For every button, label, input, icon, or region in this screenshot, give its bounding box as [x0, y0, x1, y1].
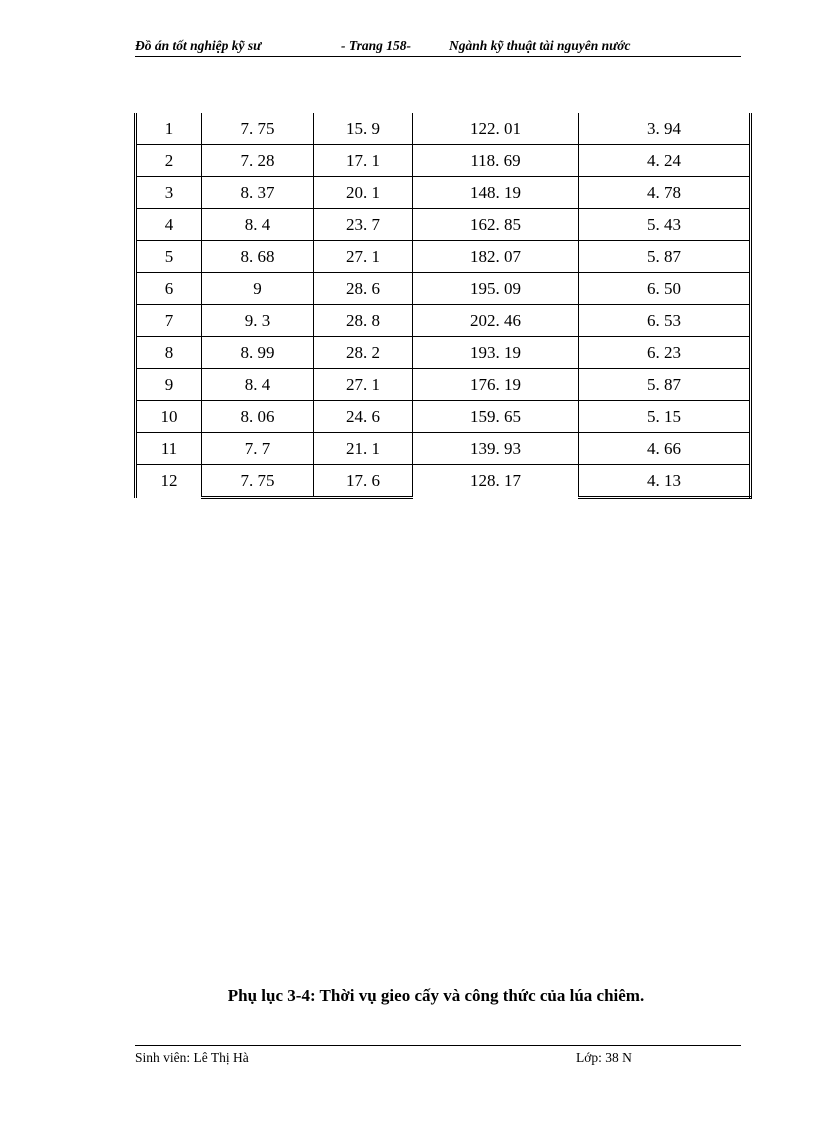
table-cell: 202. 46	[413, 305, 579, 337]
table-cell: 4. 66	[579, 433, 751, 465]
table-cell: 28. 2	[314, 337, 413, 369]
table-cell: 5. 87	[579, 241, 751, 273]
data-table	[134, 113, 752, 499]
table-row	[136, 177, 751, 209]
table-cell: 4. 24	[579, 145, 751, 177]
table-cell: 6. 50	[579, 273, 751, 305]
table-row	[136, 433, 751, 465]
table-cell: 4. 13	[579, 465, 751, 498]
table-cell: 159. 65	[413, 401, 579, 433]
page-header	[135, 38, 741, 57]
table-row	[136, 465, 751, 498]
table-cell: 28. 6	[314, 273, 413, 305]
table-cell: 2	[136, 145, 202, 177]
table-cell: 17. 6	[314, 465, 413, 498]
table-cell: 162. 85	[413, 209, 579, 241]
table-cell: 20. 1	[314, 177, 413, 209]
table-row	[136, 209, 751, 241]
table-cell: 8. 4	[202, 369, 314, 401]
table-cell: 7. 75	[202, 113, 314, 145]
table-row	[136, 305, 751, 337]
table-cell: 4. 78	[579, 177, 751, 209]
header-title: Đồ án tốt nghiệp kỹ sư	[135, 38, 262, 53]
table-cell: 6	[136, 273, 202, 305]
table-row	[136, 401, 751, 433]
table-cell: 27. 1	[314, 241, 413, 273]
table-cell: 8. 68	[202, 241, 314, 273]
table-cell: 5. 43	[579, 209, 751, 241]
table-cell: 8. 4	[202, 209, 314, 241]
table-cell: 5. 15	[579, 401, 751, 433]
table-cell: 3	[136, 177, 202, 209]
table-cell: 10	[136, 401, 202, 433]
table-cell: 12	[136, 465, 202, 498]
table-cell: 182. 07	[413, 241, 579, 273]
table-row	[136, 273, 751, 305]
table-row	[136, 369, 751, 401]
table-cell: 17. 1	[314, 145, 413, 177]
table-cell: 28. 8	[314, 305, 413, 337]
table-cell: 7. 28	[202, 145, 314, 177]
table-cell: 5	[136, 241, 202, 273]
table-cell: 148. 19	[413, 177, 579, 209]
table-cell: 128. 17	[413, 465, 579, 498]
table-row	[136, 145, 751, 177]
header-page-number: - Trang 158-	[341, 38, 411, 53]
table-cell: 9	[202, 273, 314, 305]
table-row	[136, 113, 751, 145]
table-row	[136, 241, 751, 273]
table-cell: 5. 87	[579, 369, 751, 401]
footer-class: Lớp: 38 N	[576, 1050, 632, 1065]
page-footer	[135, 1045, 741, 1065]
table-cell: 24. 6	[314, 401, 413, 433]
table-body	[136, 113, 751, 498]
table-cell: 11	[136, 433, 202, 465]
table-cell: 122. 01	[413, 113, 579, 145]
table-cell: 8. 06	[202, 401, 314, 433]
table-cell: 4	[136, 209, 202, 241]
table-cell: 9. 3	[202, 305, 314, 337]
table-cell: 195. 09	[413, 273, 579, 305]
table-cell: 21. 1	[314, 433, 413, 465]
table-row	[136, 337, 751, 369]
table-cell: 7	[136, 305, 202, 337]
appendix-caption: Phụ lục 3-4: Thời vụ gieo cấy và công thức của lúa chiêm.	[227, 986, 645, 1005]
table-cell: 193. 19	[413, 337, 579, 369]
table-cell: 176. 19	[413, 369, 579, 401]
table-cell: 6. 53	[579, 305, 751, 337]
table-cell: 118. 69	[413, 145, 579, 177]
table-cell: 3. 94	[579, 113, 751, 145]
table-cell: 8	[136, 337, 202, 369]
table-cell: 8. 37	[202, 177, 314, 209]
table-cell: 7. 75	[202, 465, 314, 498]
table-cell: 27. 1	[314, 369, 413, 401]
table-cell: 23. 7	[314, 209, 413, 241]
table-cell: 139. 93	[413, 433, 579, 465]
footer-student: Sinh viên: Lê Thị Hà	[135, 1050, 249, 1065]
header-department: Ngành kỹ thuật tài nguyên nước	[449, 38, 631, 53]
table-cell: 6. 23	[579, 337, 751, 369]
table-cell: 8. 99	[202, 337, 314, 369]
table-cell: 7. 7	[202, 433, 314, 465]
table-cell: 9	[136, 369, 202, 401]
table-cell: 15. 9	[314, 113, 413, 145]
table-cell: 1	[136, 113, 202, 145]
